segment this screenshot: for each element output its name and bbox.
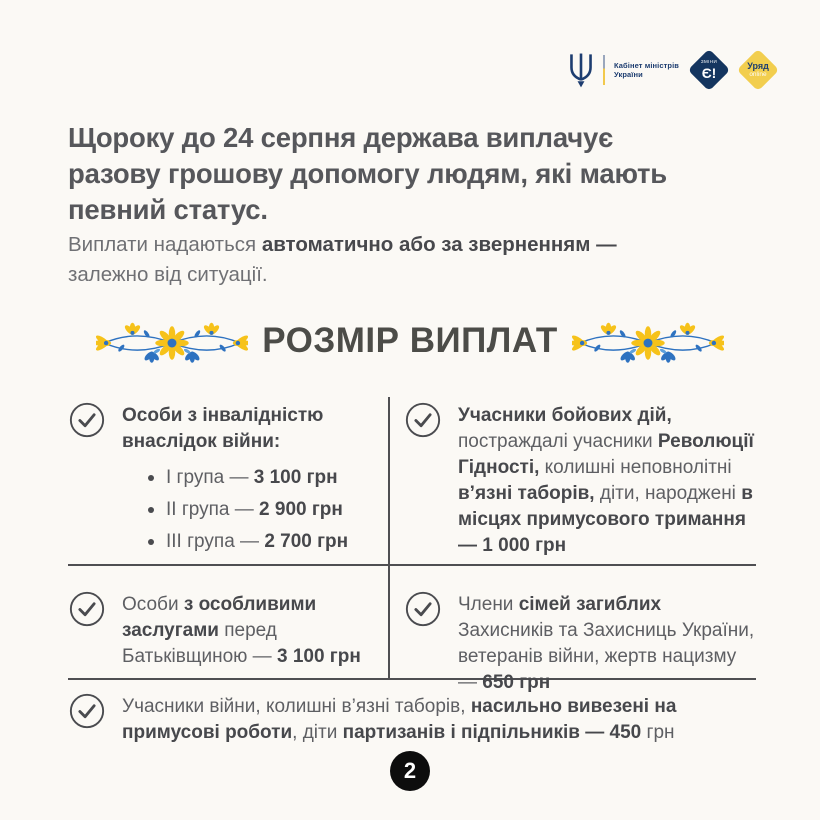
logo-cluster bbox=[568, 50, 778, 90]
check-icon bbox=[68, 692, 106, 730]
benefit-bullet: ІІ група — 2 900 грн bbox=[148, 497, 402, 523]
benefit-title: Особи з інвалідністю внаслідок війни: bbox=[122, 405, 324, 453]
benefit-card-war-participants bbox=[68, 694, 760, 746]
benefit-paragraph: Учасники війни, колишні в’язні таборів, насильно вивезені на примусові роботи, діти партизанів і підпільників — 450 грн bbox=[122, 696, 677, 744]
benefit-text bbox=[458, 403, 760, 559]
benefit-text bbox=[122, 403, 402, 561]
grid-horizontal-divider-1 bbox=[68, 564, 756, 566]
page-number-badge bbox=[390, 751, 430, 791]
benefit-bullet: ІІІ група — 2 700 грн bbox=[148, 529, 402, 555]
flower-ornament-right-icon bbox=[572, 316, 724, 366]
benefit-paragraph: Учасники бойових дій, постраждалі учасники Революції Гідності, колишні неповнолітні в’язні таборів, діти, народжені в місцях примусового тримання — 1 000 грн bbox=[458, 405, 754, 557]
ye-badge-main-text: Є! bbox=[701, 64, 717, 81]
check-icon bbox=[68, 590, 106, 628]
benefit-card-fallen-families bbox=[404, 592, 760, 696]
section-title-band bbox=[0, 316, 820, 366]
check-icon bbox=[68, 401, 106, 439]
benefit-paragraph: Члени сімей загиблих Захисників та Захисниць України, ветеранів війни, жертв нацизму — 650 грн bbox=[458, 594, 755, 694]
benefit-text bbox=[122, 694, 760, 746]
intro-subtext: Виплати надаються автоматично або за зверненням — залежно від ситуації. bbox=[68, 233, 617, 286]
section-title: РОЗМІР ВИПЛАТ bbox=[262, 321, 558, 360]
page-number: 2 bbox=[403, 758, 417, 783]
logo-separator bbox=[603, 55, 605, 85]
benefit-bullet: І група — 3 100 грн bbox=[148, 465, 402, 491]
uryad-badge-title: Уряд bbox=[747, 60, 769, 71]
trident-icon bbox=[568, 50, 594, 90]
benefit-paragraph: Особи з особливими заслугами перед Батьківщиною — 3 100 грн bbox=[122, 594, 361, 668]
uryad-badge-subtitle: online bbox=[749, 70, 767, 78]
check-icon bbox=[404, 590, 442, 628]
check-icon bbox=[404, 401, 442, 439]
benefit-card-disability bbox=[68, 403, 402, 561]
benefit-text bbox=[458, 592, 760, 696]
uryad-online-diamond-logo bbox=[738, 50, 778, 90]
cabinet-of-ministers-label: Кабінет міністрів України bbox=[614, 60, 679, 79]
benefit-card-combatants bbox=[404, 403, 760, 559]
flower-ornament-left-icon bbox=[96, 316, 248, 366]
benefit-card-special-merit bbox=[68, 592, 402, 670]
ye-diamond-logo bbox=[689, 50, 729, 90]
intro-heading: Щороку до 24 серпня держава виплачує разову грошову допомогу людям, які мають певний статус. bbox=[68, 122, 668, 225]
ye-badge-top-text: ЗМІНИ bbox=[700, 59, 718, 65]
benefit-text bbox=[122, 592, 402, 670]
benefit-bullet-list bbox=[122, 465, 402, 555]
